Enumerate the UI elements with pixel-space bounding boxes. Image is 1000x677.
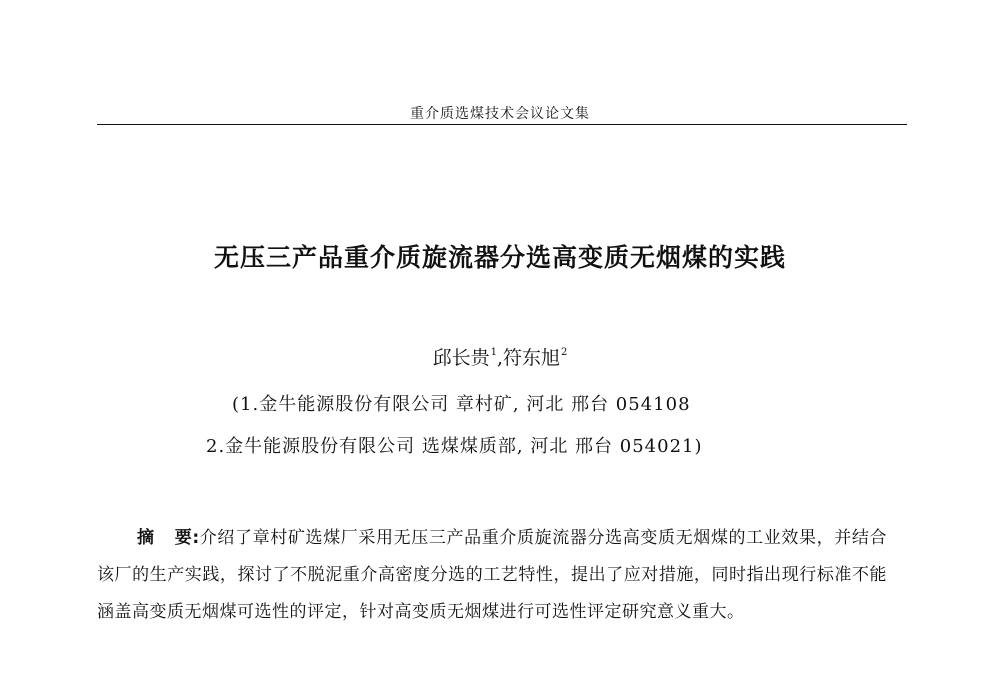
abstract-text: 介绍了章村矿选煤厂采用无压三产品重介质旋流器分选高变质无烟煤的工业效果，并结合该厂的生产实践，探讨了不脱泥重介高密度分选的工艺特性，提出了应对措施，同时指出现行标准不能涵盖高变质无烟煤可选性的评定，针对高变质无烟煤进行可选性评定研究意义重大。 bbox=[97, 528, 887, 622]
affiliation-1: (1.金牛能源股份有限公司 章村矿, 河北 邢台 054108 bbox=[232, 394, 691, 415]
abstract-label-part: 摘 bbox=[137, 528, 155, 548]
author-name: 邱长贵 bbox=[432, 347, 490, 369]
author-affiliation-mark: 2 bbox=[561, 347, 568, 358]
header-rule bbox=[97, 124, 907, 125]
author-affiliation-mark: 1 bbox=[490, 347, 497, 358]
running-header: 重介质选煤技术会议论文集 bbox=[410, 106, 590, 122]
author-separator: , bbox=[496, 347, 504, 369]
author-line bbox=[0, 343, 1000, 370]
paper-title: 无压三产品重介质旋流器分选高变质无烟煤的实践 bbox=[213, 243, 786, 272]
abstract-label bbox=[137, 528, 200, 548]
author-name: 符东旭 bbox=[503, 347, 561, 369]
abstract-label-part: 要: bbox=[174, 528, 200, 548]
affiliation-2: 2.金牛能源股份有限公司 选煤煤质部, 河北 邢台 054021) bbox=[206, 436, 703, 457]
abstract bbox=[97, 520, 887, 631]
